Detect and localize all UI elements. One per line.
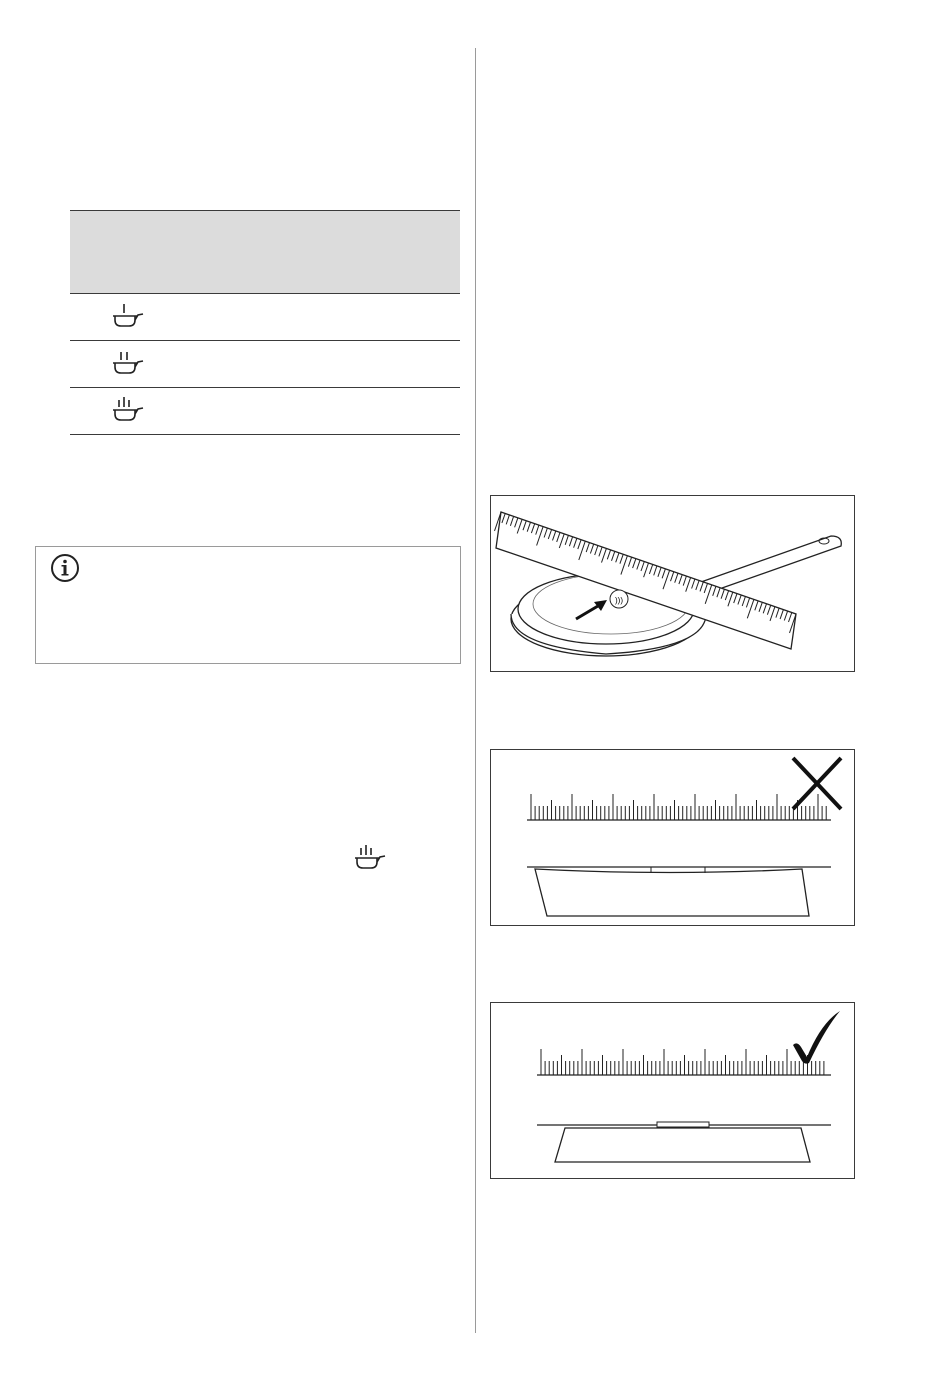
pan-heat-medium-icon [110, 349, 144, 379]
pan-heat-high-icon [352, 844, 386, 874]
flat-pan-base-figure [490, 1002, 855, 1179]
checkmark-icon [793, 1011, 840, 1064]
heat-level-table [70, 210, 460, 435]
column-divider [475, 48, 476, 1333]
ruler-ticks [541, 1049, 824, 1075]
ruler-ticks [531, 794, 826, 820]
table-row [70, 388, 460, 435]
pan-heat-low-icon [110, 302, 144, 332]
table-row [70, 341, 460, 388]
svg-text:))): ))) [615, 596, 623, 605]
table-row [70, 294, 460, 341]
info-icon [50, 553, 80, 583]
concave-pan-base-figure [490, 749, 855, 926]
pan-with-ruler-figure [490, 495, 855, 672]
cross-icon [793, 758, 841, 809]
info-note-box [35, 546, 461, 664]
table-header [70, 210, 460, 294]
pan-heat-high-icon [110, 396, 144, 426]
